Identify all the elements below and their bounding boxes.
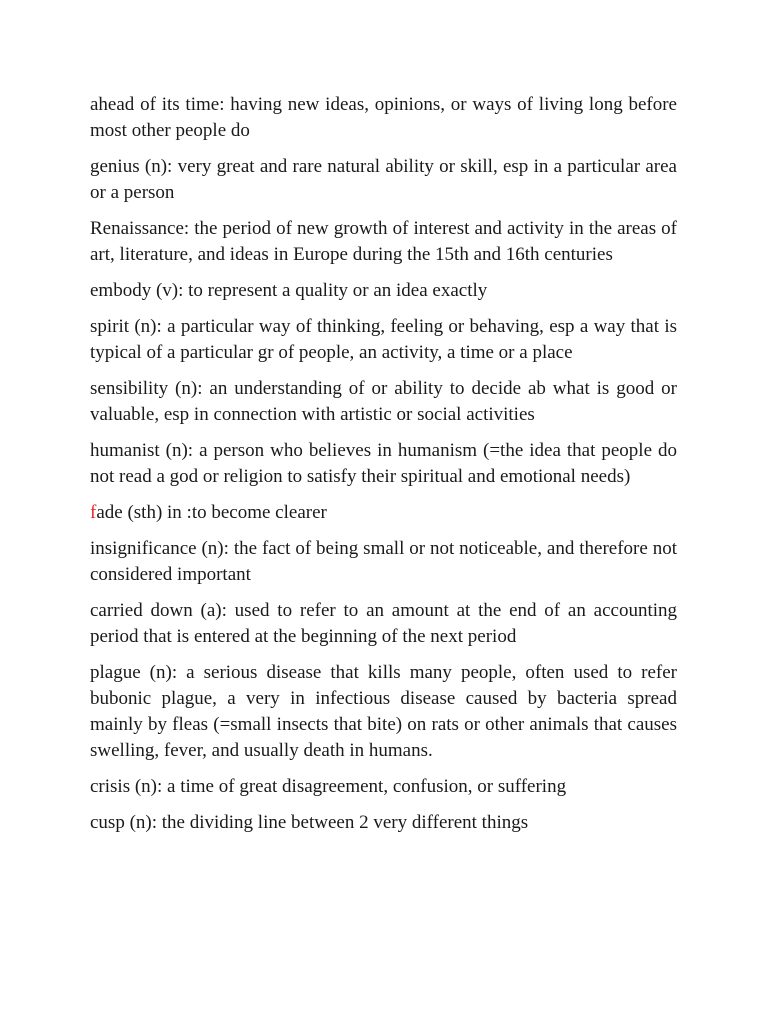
entry-fade-in-text: ade (sth) in :to become clearer	[96, 502, 327, 523]
entry-embody: embody (v): to represent a quality or an idea exactly	[90, 280, 488, 301]
entry-cusp: cusp (n): the dividing line between 2 very different things	[90, 812, 529, 833]
entry-renaissance: Renaissance: the period of new growth of interest and activity in the areas of art, literature, and ideas in Europe during the 15th and 16th centuries	[90, 218, 677, 265]
entry-plague: plague (n): a serious disease that kills many people, often used to refer bubonic plague, a very in infectious disease caused by bacteria spread mainly by fleas (=small insects that bite) on rats or other animals that causes swelling, fever, and usually death in humans.	[90, 662, 677, 761]
entry-sensibility: sensibility (n): an understanding of or ability to decide ab what is good or valuable, esp in connection with artistic or social activities	[90, 378, 677, 425]
entry-carried-down: carried down (a): used to refer to an amount at the end of an accounting period that is entered at the beginning of the next period	[90, 600, 677, 647]
highlighted-letter: f	[90, 502, 97, 523]
document-page	[90, 92, 677, 846]
entry-humanist: humanist (n): a person who believes in humanism (=the idea that people do not read a god or religion to satisfy their spiritual and emotional needs)	[90, 440, 677, 487]
entry-genius: genius (n): very great and rare natural ability or skill, esp in a particular area or a person	[90, 156, 677, 203]
entry-fade-in	[90, 500, 677, 526]
entry-insignificance: insignificance (n): the fact of being small or not noticeable, and therefore not considered important	[90, 538, 677, 585]
entry-spirit: spirit (n): a particular way of thinking, feeling or behaving, esp a way that is typical of a particular gr of people, an activity, a time or a place	[90, 316, 677, 363]
entry-crisis: crisis (n): a time of great disagreement, confusion, or suffering	[90, 776, 567, 797]
entry-ahead-of-its-time: ahead of its time: having new ideas, opinions, or ways of living long before most other people do	[90, 94, 677, 141]
